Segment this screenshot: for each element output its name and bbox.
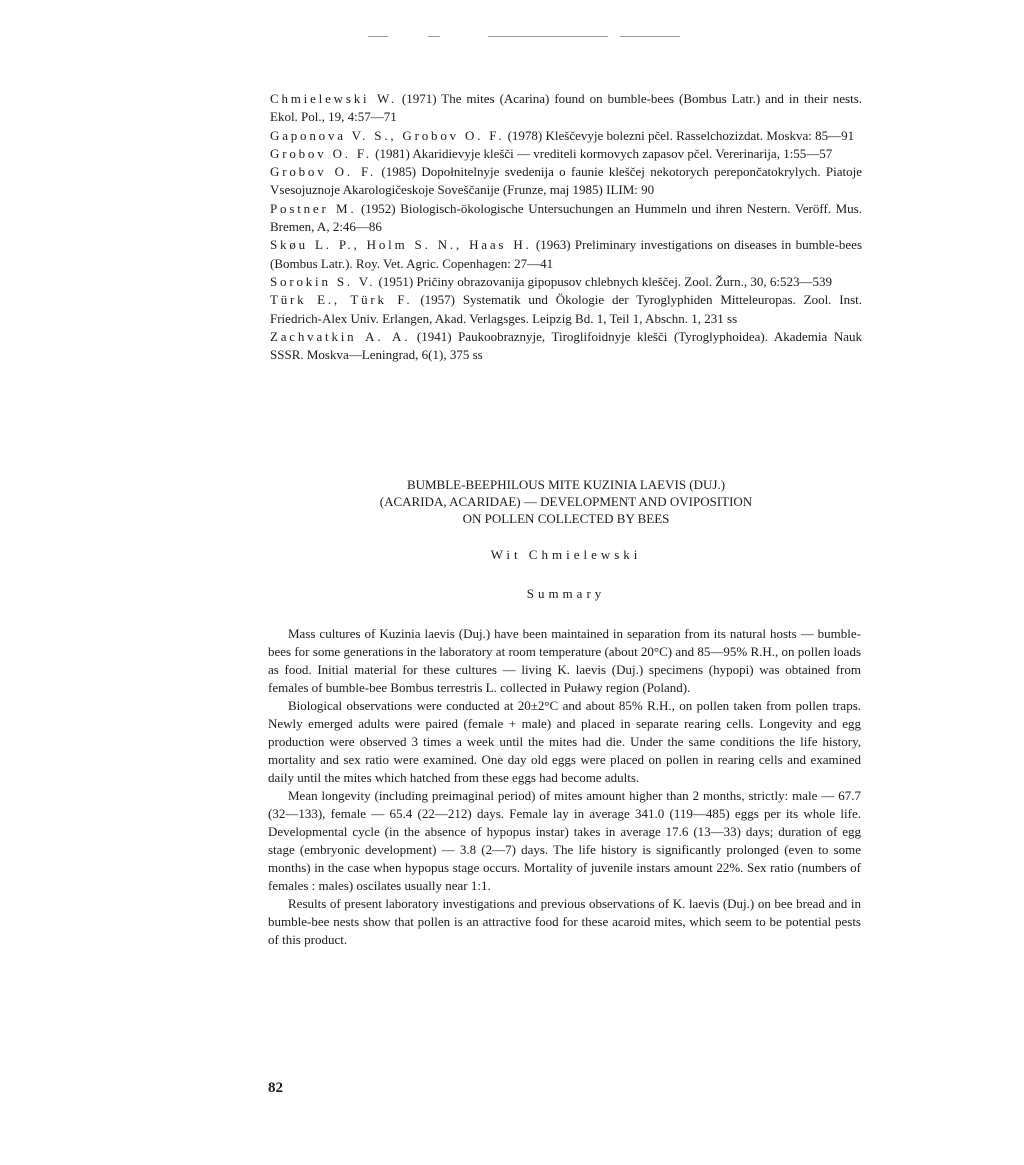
- reference-text: (1978) Kleščevyje bolezni pčel. Rasselchozizdat. Moskva: 85—91: [507, 127, 855, 143]
- reference-entry: [270, 163, 862, 200]
- summary-paragraph: Mean longevity (including preimaginal period) of mites amount higher than 2 months, strictly: male — 67.7 (32—133), female — 65.4 (22—212) days. Female lay in average 341.0 (119—485) eggs per its whole life. Developmental cycle (in the absence of hypopus instar) takes in average 17.6 (13—33) days; duration of egg stage (embryonic development) — 3.8 (2—7) days. The life history is significantly prolonged (even to some months) in the case when hypopus stage occurs. Mortality of juvenile instars amount 22%. Sex ratio (numbers of females : males) oscilates usually near 1:1.: [268, 788, 861, 893]
- reference-author: Sorokin S. V.: [270, 273, 376, 289]
- reference-entry: [270, 291, 862, 328]
- reference-author: Grobov O. F.: [270, 145, 372, 161]
- scan-mark: [488, 36, 608, 37]
- summary-heading: Summary: [526, 586, 606, 601]
- reference-author: Türk E., Türk F.: [270, 292, 413, 308]
- summary-body: [268, 625, 861, 949]
- title-line: ON POLLEN COLLECTED BY BEES: [462, 511, 670, 526]
- reference-list: [270, 90, 862, 364]
- reference-text: (1951) Pričiny obrazovanija gipopusov chlebnych kleščej. Zool. Žurn., 30, 6:523—539: [378, 273, 832, 289]
- reference-entry: [270, 127, 862, 145]
- article-author: Wit Chmielewski: [490, 547, 642, 562]
- scan-mark: [620, 36, 680, 37]
- reference-entry: [270, 273, 862, 291]
- reference-entry: [270, 328, 862, 365]
- reference-text: (1941) Paukoobraznyje, Tiroglifoidnyje klešči (Tyroglyphoidea). Akademia Nauk SSSR. Moskva—Leningrad, 6(1), 375 ss: [270, 328, 863, 363]
- reference-text: (1971) The mites (Acarina) found on bumble-bees (Bombus Latr.) and in their nests. Ekol. Pol., 19, 4:57—71: [270, 91, 862, 125]
- reference-author: Grobov O. F.: [270, 164, 377, 180]
- summary-paragraph: Mass cultures of Kuzinia laevis (Duj.) have been maintained in separation from its natural hosts — bumble-bees for some generations in the laboratory at room temperature (about 20°C) and 85—95% R.H., on pollen loads as food. Initial material for these cultures — living K. laevis (Duj.) specimens (hypopi) was obtained from females of bumble-bee Bombus terrestris L. collected in Puławy region (Poland).: [268, 626, 861, 695]
- reference-entry: [270, 200, 862, 237]
- summary-paragraph: Biological observations were conducted at 20±2°C and about 85% R.H., on pollen taken from pollen traps. Newly emerged adults were paired (female + male) and placed in separate rearing cells. Longevity and egg production were observed 3 times a week until the mites had die. Under the same conditions the life history, mortality and sex ratio were examined. One day old eggs were placed on pollen in rearing cells and examined daily until the mites which hatched from these eggs had become adults.: [268, 698, 861, 785]
- reference-text: (1981) Akaridievyje klešči — vrediteli kormovych zapasov pčel. Vererinarija, 1:55—57: [375, 145, 833, 161]
- title-line: BUMBLE-BEEPHILOUS MITE KUZINIA LAEVIS (DUJ.): [406, 477, 726, 492]
- page-number: 82: [268, 1080, 283, 1096]
- reference-author: Postner M.: [270, 200, 357, 216]
- scan-mark: [368, 36, 388, 37]
- reference-text: (1963) Preliminary investigations on diseases in bumble-bees (Bombus Latr.). Roy. Vet. Agric. Copenhagen: 27—41: [270, 237, 862, 271]
- reference-entry: [270, 145, 862, 163]
- reference-author: Chmielewski W.: [270, 91, 397, 106]
- scan-mark: [428, 36, 440, 37]
- reference-entry: [270, 236, 862, 273]
- reference-author: Skøu L. P., Holm S. N., Haas H.: [270, 237, 532, 253]
- title-line: (ACARIDA, ACARIDAE) — DEVELOPMENT AND OVIPOSITION: [379, 494, 753, 509]
- reference-text: (1985) Dopołnitelnyje svedenija o faunie kleščej nekotorych perepončatokrylych. Piatoje Vsesojuznoje Akarologičeskoje Soveščanije (Frunze, maj 1985) ILIM: 90: [270, 164, 862, 198]
- reference-text: (1952) Biologisch-ökologische Untersuchungen an Hummeln und ihren Nestern. Veröff. Mus. Bremen, A, 2:46—86: [270, 200, 862, 235]
- reference-text: (1957) Systematik und Ökologie der Tyroglyphiden Mitteleuropas. Zool. Inst. Friedrich-Alex Univ. Erlangen, Akad. Verlagsges. Leipzig Bd. 1, Teil 1, Abschn. 1, 231 ss: [270, 292, 863, 326]
- reference-author: Zachvatkin A. A.: [270, 328, 411, 344]
- article-title: [270, 476, 862, 527]
- reference-entry: [270, 90, 862, 127]
- reference-author: Gaponova V. S., Grobov O. F.: [270, 127, 505, 143]
- summary-paragraph: Results of present laboratory investigations and previous observations of K. laevis (Duj.) on bee bread and in bumble-bee nests show that pollen is an attractive food for these acaroid mites, which seem to be potential pests of this product.: [268, 896, 861, 947]
